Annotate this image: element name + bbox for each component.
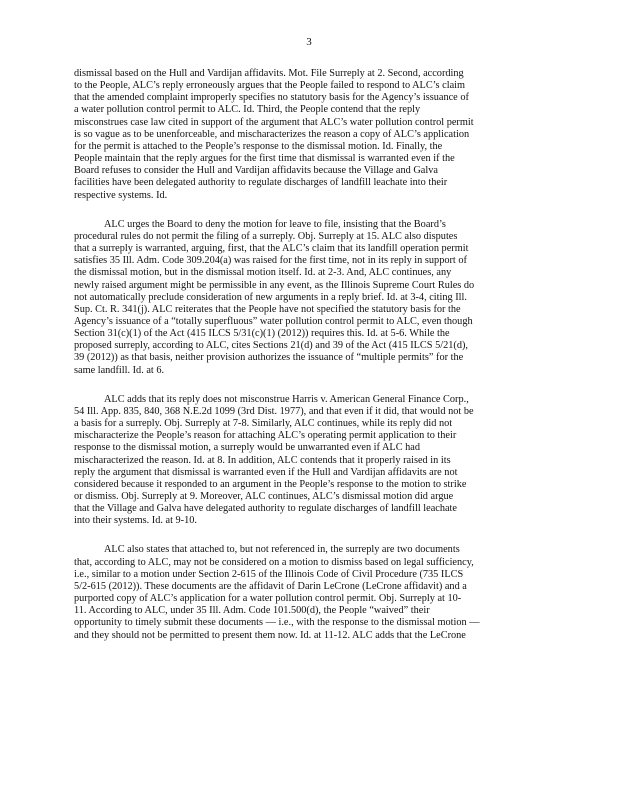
text-line: respective systems. Id.	[74, 189, 168, 201]
paragraph	[74, 544, 536, 641]
text-line: a basis for a surreply. Obj. Surreply at 7-8. Similarly, ALC continues, while its reply did not	[74, 418, 453, 430]
text-line: for the permit is attached to the People’s response to the dismissal motion. Id. Finally, the	[74, 140, 443, 152]
text-line: misconstrues case law cited in support of the argument that ALC’s water pollution control permit	[74, 116, 474, 128]
text-line: that the Village and Galva have delegated authority to regulate discharges of landfill leachate	[74, 503, 457, 515]
text-line: considered because it responded to an argument in the People’s response to the motion to strike	[74, 478, 467, 490]
paragraph	[74, 219, 536, 377]
text-line: to the People, ALC’s reply erroneously argues that the People failed to respond to ALC’s claim	[74, 80, 466, 92]
text-line: 39 (2012)) as that basis, neither provision authorizes the issuance of “multiple permits” for the	[74, 352, 464, 364]
text-line: 11. According to ALC, under 35 Ill. Adm. Code 101.500(d), the People “waived” their	[74, 605, 430, 617]
text-line: same landfill. Id. at 6.	[74, 364, 165, 376]
text-line: is so vague as to be unenforceable, and mischaracterizes the reason a copy of ALC’s application	[74, 128, 470, 140]
document-body	[74, 68, 536, 659]
text-line: i.e., similar to a motion under Section 2-615 of the Illinois Code of Civil Procedure (735 ILCS	[74, 568, 464, 580]
text-line: a water pollution control permit to ALC. Id. Third, the People contend that the reply	[74, 104, 421, 116]
text-line: reply the argument that dismissal is warranted even if the Hull and Vardijan affidavits are not	[74, 466, 458, 478]
text-line: opportunity to timely submit these documents — i.e., with the response to the dismissal motion —	[74, 617, 480, 629]
text-line: or dismiss. Obj. Surreply at 9. Moreover, ALC continues, ALC’s dismissal motion did argue	[74, 491, 454, 502]
text-line: Section 31(c)(1) of the Act (415 ILCS 5/31(c)(1) (2012)) requires this. Id. at 5-6. While the	[74, 328, 450, 340]
text-line: that, according to ALC, may not be considered on a motion to dismiss based on legal sufficiency,	[74, 556, 474, 568]
text-line: ALC adds that its reply does not misconstrue Harris v. American General Finance Corp.,	[104, 393, 469, 405]
text-line: purported copy of ALC’s application for a water pollution control permit. Obj. Surreply at 10-	[74, 593, 462, 605]
text-line: not automatically preclude consideration of new arguments in a reply brief. Id. at 3-4, citing Ill.	[74, 291, 467, 303]
text-line: satisfies 35 Ill. Adm. Code 309.204(a) was raised for the first time, not in its reply in support of	[74, 255, 467, 267]
text-line: People maintain that the reply argues for the first time that dismissal is warranted even if the	[74, 153, 455, 165]
page-number: 3	[306, 36, 312, 48]
text-line: the dismissal motion, but in the dismissal motion itself. Id. at 2-3. And, ALC continues, any	[74, 267, 452, 279]
text-line: 54 Ill. App. 835, 840, 368 N.E.2d 1099 (3rd Dist. 1977), and that even if it did, that would not be	[74, 405, 474, 417]
text-line: proposed surreply, according to ALC, cites Sections 21(d) and 39 of the Act (415 ILCS 5/21(d),	[74, 340, 468, 352]
text-line: into their systems. Id. at 9-10.	[74, 515, 197, 527]
text-line: and they should not be permitted to present them now. Id. at 11-12. ALC adds that the LeCrone	[74, 629, 466, 641]
text-line: Agency’s issuance of a “totally superfluous” water pollution control permit to ALC, even though	[74, 315, 473, 327]
text-line: response to the dismissal motion, a surreply would be unwarranted even if ALC had	[74, 442, 421, 454]
text-line: Board refuses to consider the Hull and Vardijan affidavits because the Village and Galva	[74, 165, 438, 177]
text-line: facilities have been delegated authority to regulate discharges of landfill leachate into their	[74, 177, 448, 189]
text-line: mischaracterized the reason. Id. at 8. In addition, ALC contends that it properly raised in its	[74, 454, 451, 466]
text-line: dismissal based on the Hull and Vardijan affidavits. Mot. File Surreply at 2. Second, according	[74, 68, 464, 79]
text-line: Sup. Ct. R. 341(j). ALC reiterates that the People have not specified the statutory basis for the	[74, 303, 461, 315]
text-line: 5/2-615 (2012)). These documents are the affidavit of Darin LeCrone (LeCrone affidavit) and a	[74, 580, 467, 592]
text-line: ALC urges the Board to deny the motion for leave to file, insisting that the Board’s	[104, 218, 446, 230]
paragraph	[74, 394, 536, 528]
text-line: that the amended complaint improperly specifies no statutory basis for the Agency’s issuance of	[74, 92, 469, 104]
paragraph	[74, 68, 536, 202]
text-line: procedural rules do not permit the filing of a surreply. Obj. Surreply at 15. ALC also disputes	[74, 230, 458, 242]
text-line: ALC also states that attached to, but not referenced in, the surreply are two documents	[104, 544, 460, 556]
text-line: newly raised argument might be permissible in any event, as the Illinois Supreme Court Rules do	[74, 279, 475, 291]
text-line: that a surreply is warranted, arguing, first, that the ALC’s claim that its landfill operation permit	[74, 243, 469, 255]
text-line: mischaracterize the People’s reason for attaching ALC’s operating permit application to their	[74, 430, 457, 442]
